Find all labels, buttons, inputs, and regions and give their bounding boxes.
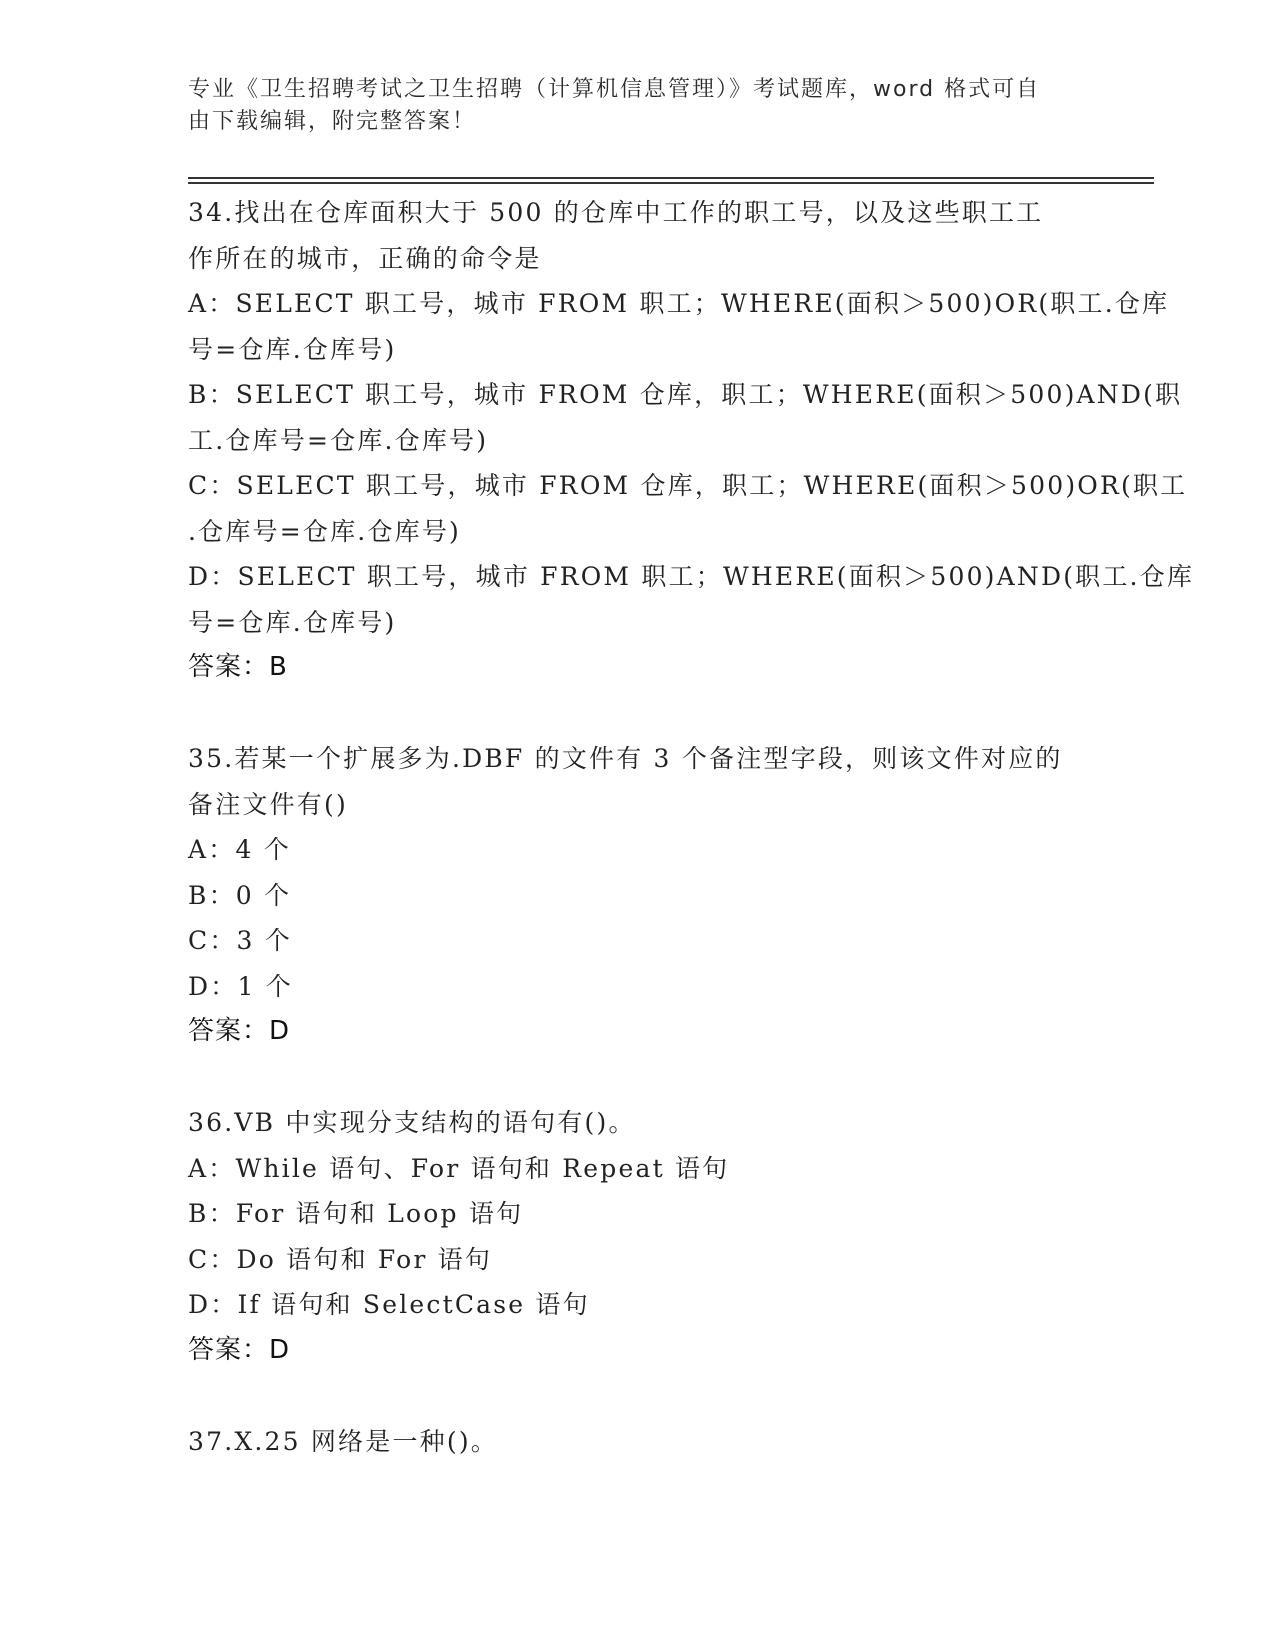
answer-option-line: 工.仓库号=仓库.仓库号) — [188, 425, 489, 455]
answer-option-line: A：4 个 — [188, 835, 291, 864]
question-stem-line: 37.X.25 网络是一种()。 — [188, 1426, 498, 1456]
answer-option-line: D：1 个 — [188, 971, 293, 1001]
question-block — [188, 736, 1088, 1100]
answer-option-line: A：While 语句、For 语句和 Repeat 语句 — [188, 1153, 730, 1183]
answer-option — [188, 463, 1188, 554]
answer-option — [188, 918, 1088, 964]
question-spacer — [188, 691, 1088, 737]
answer-option-line: C：Do 语句和 For 语句 — [188, 1244, 493, 1274]
document-header — [188, 74, 1068, 138]
answer-option — [188, 827, 1088, 873]
answer-option-line: 号=仓库.仓库号) — [188, 334, 397, 364]
answer-option-line: D：If 语句和 SelectCase 语句 — [188, 1290, 590, 1319]
answer-option — [188, 372, 1183, 463]
question-stem-line: 作所在的城市，正确的命令是 — [188, 243, 542, 273]
question-spacer — [188, 1055, 1088, 1101]
answer-option-line: B：SELECT 职工号，城市 FROM 仓库，职工；WHERE(面积＞500)AND(职 — [188, 380, 1183, 409]
header-divider-bottom — [188, 182, 1154, 184]
answer-option — [188, 1191, 1088, 1237]
answer-key: 答案：D — [188, 1334, 291, 1365]
answer-option — [188, 1282, 1088, 1328]
answer-option — [188, 554, 1195, 645]
question-stem-line: 35.若某一个扩展多为.DBF 的文件有 3 个备注型字段，则该文件对应的 — [188, 744, 1063, 773]
header-line-1: 专业《卫生招聘考试之卫生招聘（计算机信息管理）》考试题库，word 格式可自 — [188, 77, 1041, 102]
question-stem-line: 34.找出在仓库面积大于 500 的仓库中工作的职工号，以及这些职工工 — [188, 198, 1044, 227]
answer-option-line: B：For 语句和 Loop 语句 — [188, 1199, 524, 1228]
answer-option — [188, 964, 1088, 1010]
answer-key: 答案：D — [188, 1016, 291, 1046]
question-block — [188, 190, 1195, 736]
question-stem-line: 36.VB 中实现分支结构的语句有()。 — [188, 1108, 636, 1137]
question-block — [188, 1100, 1088, 1419]
answer-option — [188, 1146, 1088, 1192]
answer-option-line: C：SELECT 职工号，城市 FROM 仓库，职工；WHERE(面积＞500)OR(职工 — [188, 471, 1188, 500]
answer-key: 答案：B — [188, 652, 288, 682]
answer-option — [188, 873, 1088, 919]
header-line-2: 由下载编辑，附完整答案！ — [188, 109, 477, 134]
header-divider-top — [188, 177, 1154, 179]
answer-option-line: A：SELECT 职工号，城市 FROM 职工；WHERE(面积＞500)OR(职工.仓库 — [188, 289, 1170, 318]
question-block — [188, 1419, 1088, 1465]
answer-option — [188, 1237, 1088, 1283]
answer-option-line: .仓库号=仓库.仓库号) — [188, 516, 461, 546]
answer-option — [188, 281, 1170, 372]
answer-option-line: 号=仓库.仓库号) — [188, 607, 397, 637]
question-list — [188, 190, 1195, 1464]
answer-option-line: C：3 个 — [188, 926, 292, 955]
answer-option-line: B：0 个 — [188, 880, 292, 910]
answer-option-line: D：SELECT 职工号，城市 FROM 职工；WHERE(面积＞500)AND(职工.仓库 — [188, 562, 1195, 591]
question-stem-line: 备注文件有() — [188, 789, 348, 819]
question-spacer — [188, 1373, 1088, 1419]
